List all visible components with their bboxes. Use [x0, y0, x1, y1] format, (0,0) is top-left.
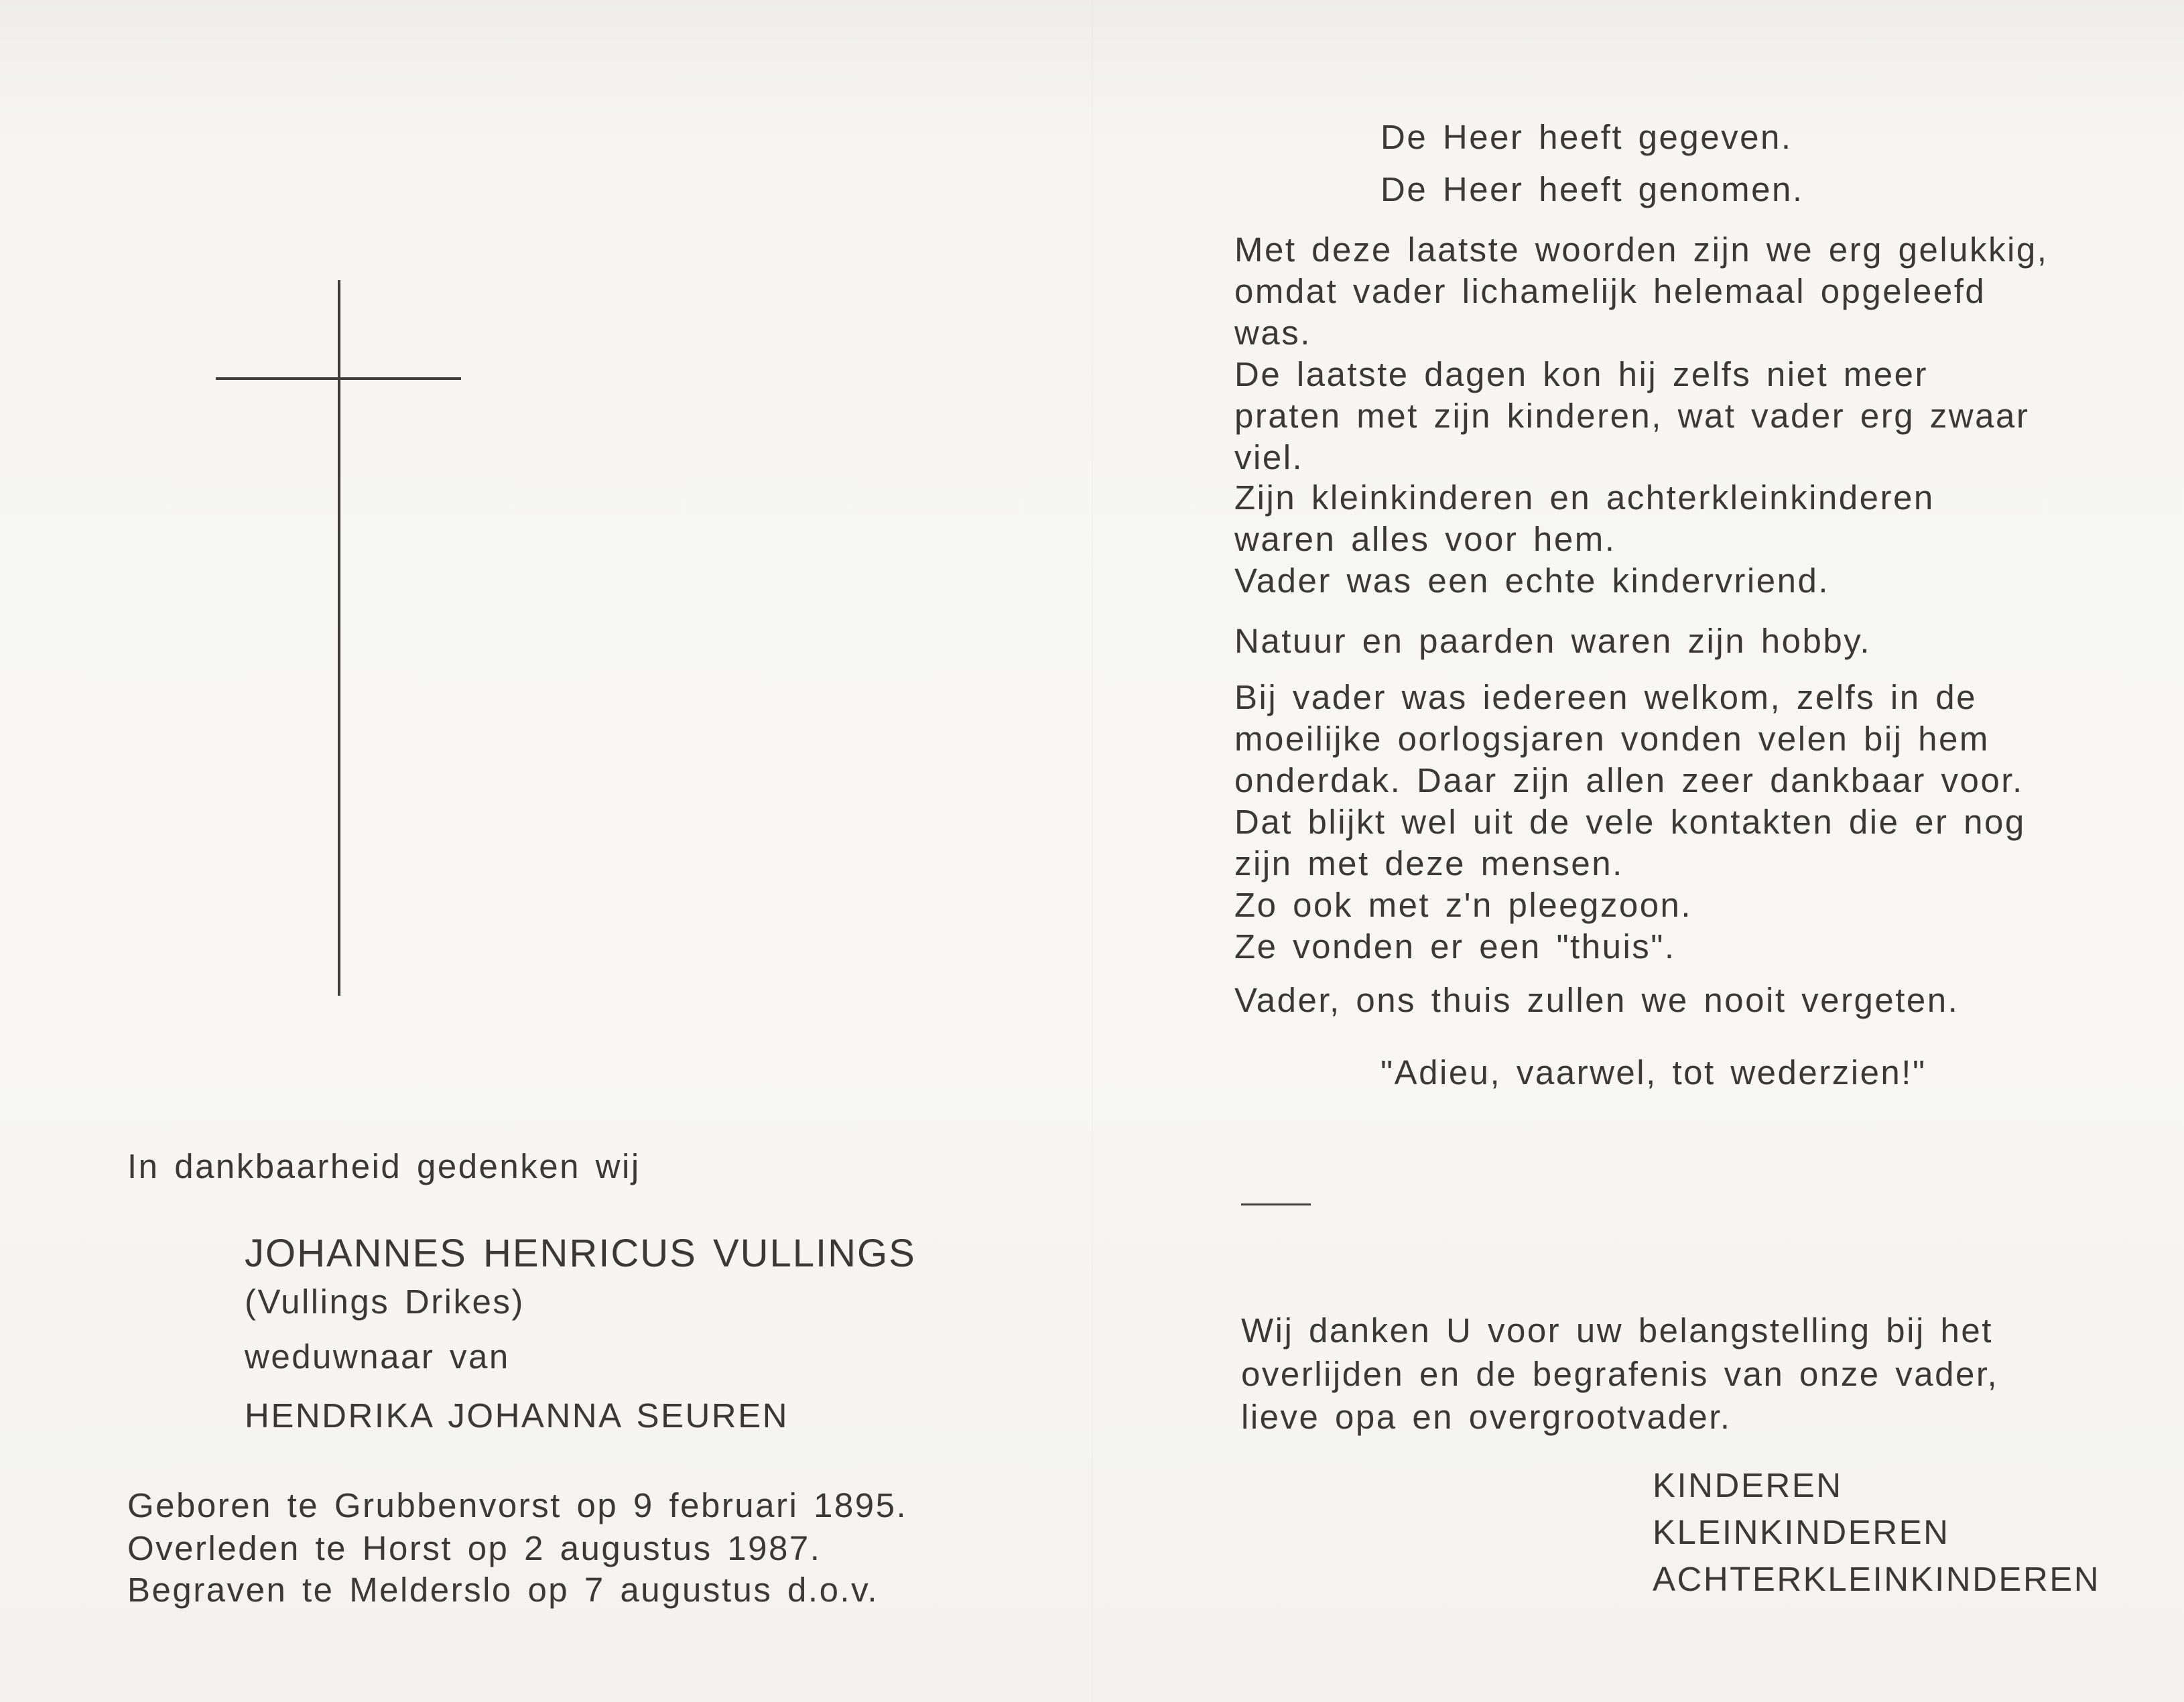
- buried-line: Begraven te Melderslo op 7 augustus d.o.v.: [127, 1571, 879, 1609]
- body-line: Zijn kleinkinderen en achterkleinkinderen: [1234, 478, 1935, 517]
- verse-line-2: De Heer heeft genomen.: [1380, 170, 1804, 208]
- separator-dash: [1241, 1203, 1311, 1205]
- spouse-name: HENDRIKA JOHANNA SEUREN: [245, 1396, 789, 1435]
- body-line: zijn met deze mensen.: [1234, 844, 1624, 882]
- intro-line: In dankbaarheid gedenken wij: [127, 1147, 641, 1185]
- widower-of: weduwnaar van: [245, 1337, 510, 1376]
- body-line: omdat vader lichamelijk helemaal opgeleefd: [1234, 272, 1986, 310]
- farewell-line: "Adieu, vaarwel, tot wederzien!": [1380, 1053, 1927, 1092]
- died-line: Overleden te Horst op 2 augustus 1987.: [127, 1529, 822, 1567]
- body-line: onderdak. Daar zijn allen zeer dankbaar voor.: [1234, 761, 2024, 799]
- cross-icon-vertical: [338, 280, 340, 996]
- body-line: Ze vonden er een "thuis".: [1234, 927, 1676, 966]
- verse-line-1: De Heer heeft gegeven.: [1380, 118, 1793, 156]
- body-line: viel.: [1234, 438, 1304, 476]
- thanks-line: overlijden en de begrafenis van onze vader,: [1241, 1355, 1999, 1393]
- body-line: Bij vader was iedereen welkom, zelfs in de: [1234, 678, 1977, 716]
- body-line: Zo ook met z'n pleegzoon.: [1234, 886, 1693, 924]
- body-line: Met deze laatste woorden zijn we erg gelukkig,: [1234, 231, 2049, 269]
- deceased-name: JOHANNES HENRICUS VULLINGS: [245, 1232, 916, 1275]
- body-line: Dat blijkt wel uit de vele kontakten die er nog: [1234, 803, 2026, 841]
- cross-icon-horizontal: [216, 377, 461, 380]
- thanks-line: Wij danken U voor uw belangstelling bij het: [1241, 1311, 1993, 1350]
- signature-line: KINDEREN: [1653, 1466, 1843, 1504]
- signature-line: KLEINKINDEREN: [1653, 1513, 1950, 1551]
- nickname: (Vullings Drikes): [245, 1283, 525, 1321]
- body-line: praten met zijn kinderen, wat vader erg zwaar: [1234, 397, 2030, 435]
- body-line: was.: [1234, 314, 1311, 352]
- born-line: Geboren te Grubbenvorst op 9 februari 1895.: [127, 1486, 908, 1524]
- thanks-line: lieve opa en overgrootvader.: [1241, 1398, 1732, 1436]
- body-line: De laatste dagen kon hij zelfs niet meer: [1234, 355, 1928, 393]
- body-line: Vader, ons thuis zullen we nooit vergeten.: [1234, 981, 1960, 1019]
- body-line: waren alles voor hem.: [1234, 520, 1616, 558]
- card-fold: [1092, 0, 1093, 1702]
- body-line: Natuur en paarden waren zijn hobby.: [1234, 622, 1872, 660]
- body-line: Vader was een echte kindervriend.: [1234, 562, 1830, 600]
- body-line: moeilijke oorlogsjaren vonden velen bij hem: [1234, 720, 1990, 758]
- signature-line: ACHTERKLEINKINDEREN: [1653, 1560, 2101, 1598]
